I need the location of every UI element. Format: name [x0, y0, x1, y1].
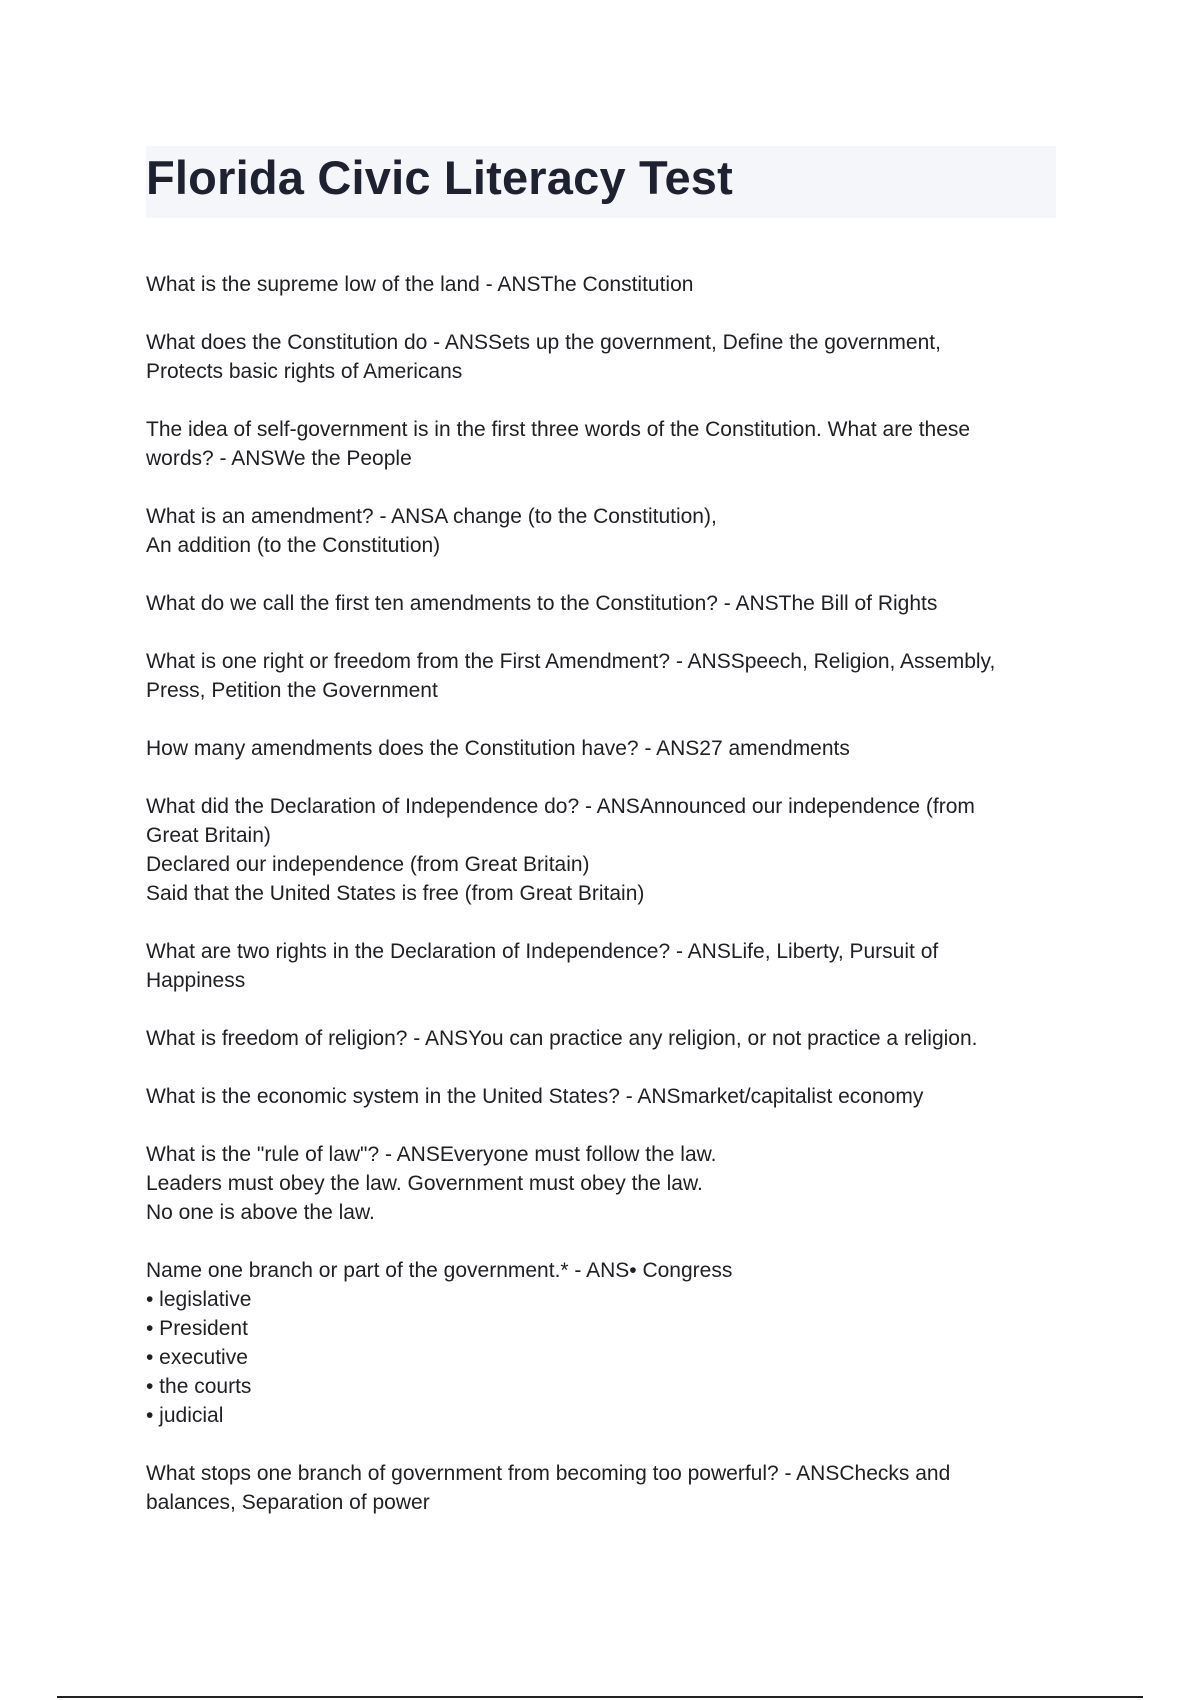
- qa-item: [146, 589, 1066, 618]
- qa-item: [146, 792, 1066, 908]
- qa-item: [146, 502, 1066, 560]
- qa-list: [146, 270, 1066, 1546]
- qa-text-line: What is freedom of religion? - ANSYou can practice any religion, or not practice a religion.: [146, 1027, 978, 1050]
- qa-text-line: The idea of self-government is in the first three words of the Constitution. What are these: [146, 418, 971, 441]
- qa-text-line: Great Britain): [146, 824, 271, 847]
- qa-item: [146, 1024, 1066, 1053]
- qa-text-line: What is the "rule of law"? - ANSEveryone must follow the law.: [146, 1143, 717, 1166]
- qa-text-line: How many amendments does the Constitution have? - ANS27 amendments: [146, 737, 850, 760]
- qa-text-line: What are two rights in the Declaration of Independence? - ANSLife, Liberty, Pursuit of: [146, 940, 939, 963]
- qa-text-line: An addition (to the Constitution): [146, 534, 441, 557]
- qa-text-line: What is an amendment? - ANSA change (to the Constitution),: [146, 505, 717, 528]
- qa-text-line: Leaders must obey the law. Government must obey the law.: [146, 1172, 703, 1195]
- qa-text-line: What is the supreme low of the land - ANSThe Constitution: [146, 273, 694, 296]
- qa-text-line: • the courts: [146, 1375, 252, 1398]
- qa-text-line: • President: [146, 1317, 248, 1340]
- qa-text-line: What stops one branch of government from becoming too powerful? - ANSChecks and: [146, 1462, 951, 1485]
- qa-text-line: Declared our independence (from Great Britain): [146, 853, 590, 876]
- qa-item: [146, 1256, 1066, 1430]
- qa-text-line: • executive: [146, 1346, 248, 1369]
- qa-item: [146, 328, 1066, 386]
- qa-text-line: Name one branch or part of the government.* - ANS• Congress: [146, 1259, 733, 1282]
- qa-text-line: Happiness: [146, 969, 246, 992]
- qa-text-line: No one is above the law.: [146, 1201, 375, 1224]
- qa-item: [146, 647, 1066, 705]
- footer-divider: [57, 1696, 1143, 1698]
- qa-text-line: What is one right or freedom from the First Amendment? - ANSSpeech, Religion, Assembly,: [146, 650, 996, 673]
- qa-text-line: balances, Separation of power: [146, 1491, 430, 1514]
- qa-item: [146, 1082, 1066, 1111]
- qa-text-line: What do we call the first ten amendments to the Constitution? - ANSThe Bill of Rights: [146, 592, 938, 615]
- qa-text-line: • legislative: [146, 1288, 252, 1311]
- qa-text-line: Said that the United States is free (from Great Britain): [146, 882, 645, 905]
- title-banner: [146, 146, 1056, 218]
- qa-item: [146, 270, 1066, 299]
- page-title: Florida Civic Literacy Test: [146, 151, 734, 204]
- qa-text-line: What is the economic system in the United States? - ANSmarket/capitalist economy: [146, 1085, 924, 1108]
- qa-item: [146, 1140, 1066, 1227]
- qa-text-line: • judicial: [146, 1404, 224, 1427]
- qa-text-line: Protects basic rights of Americans: [146, 360, 463, 383]
- qa-text-line: What did the Declaration of Independence do? - ANSAnnounced our independence (from: [146, 795, 975, 818]
- qa-item: [146, 937, 1066, 995]
- qa-text-line: words? - ANSWe the People: [146, 447, 412, 470]
- qa-item: [146, 415, 1066, 473]
- qa-text-line: What does the Constitution do - ANSSets up the government, Define the government,: [146, 331, 941, 354]
- qa-item: [146, 734, 1066, 763]
- qa-text-line: Press, Petition the Government: [146, 679, 438, 702]
- qa-item: [146, 1459, 1066, 1517]
